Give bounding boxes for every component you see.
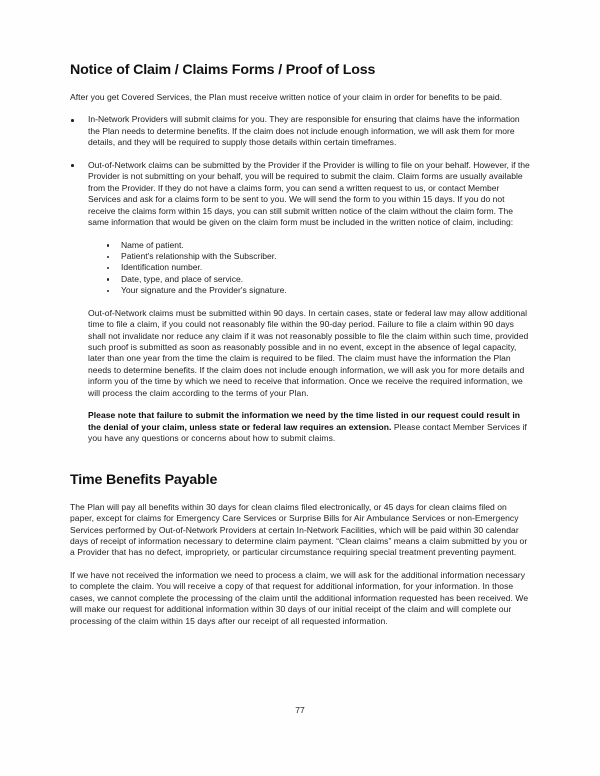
list-item: Identification number. [106, 262, 531, 273]
list-item: Your signature and the Provider's signature. [106, 285, 531, 296]
page-content [70, 62, 531, 638]
denial-notice-trailing-text: Please contact Member Services if you have any questions or concerns about how to submit claims. [88, 421, 527, 444]
page-title: Notice of Claim / Claims Forms / Proof of Loss [70, 62, 376, 78]
claim-form-info-sublist [106, 240, 531, 297]
out-of-network-deadline-block [88, 308, 531, 445]
list-item: Patient's relationship with the Subscriber. [106, 251, 531, 262]
claim-form-info-sublist-wrapper [106, 240, 531, 297]
list-item: Name of patient. [106, 240, 531, 251]
denial-notice-paragraph [88, 410, 531, 444]
time-benefits-payable-heading: Time Benefits Payable [70, 471, 218, 488]
list-item: Date, type, and place of service. [106, 274, 531, 285]
page-number: 77 [295, 705, 305, 715]
list-item: In-Network Providers will submit claims for you. They are responsible for ensuring that claims have the information the Plan needs to determine benefits. If the claim does not include enough information, we will ask them for more details, and they will be required to supply those details within certain timeframes. [70, 114, 531, 148]
time-benefits-paragraph-1: The Plan will pay all benefits within 30 days for clean claims filed electronically, or 45 days for clean claims filed on paper, except for claims for Emergency Care Services or Surprise Bills for Air Ambulance Services or non-Emergency Services performed by Out-of-Network Providers at certain In-Network Facilities, which will be paid within 30 calendar days of receipt of information necessary to determine claim payment. “Clean claims” means a claim submitted by you or a Provider that has no defect, impropriety, or particular circumstance requiring special treatment preventing payment. [70, 501, 528, 558]
time-benefits-paragraph-2: If we have not received the information we need to process a claim, we will ask for the additional information necessary to complete the claim. You will receive a copy of that request for additional information, for your information. In those cases, we cannot complete the processing of the claim until the additional information requested has been received. We will make our request for additional information within 30 days of our initial receipt of the claim and will complete our processing of the claim within 15 days after our receipt of all requested information. [70, 569, 529, 626]
list-item: Out-of-Network claims can be submitted by the Provider if the Provider is willing to file on your behalf. However, if the Provider is not submitting on your behalf, you will be required to submit the claim. Claim forms are usually available from the Provider. If they do not have a claims form, you can send a written request to us, or contact Member Services and ask for a claims form to be sent to you. We will send the form to you within 15 days. If you do not receive the claims form within 15 days, you can still submit written notice of the claim without the claim form. The same information that would be given on the claim form must be included in the written notice of claim, including: [70, 160, 531, 229]
claims-bullet-list [70, 114, 531, 228]
denial-notice-bold-text: Please note that failure to submit the information we need by the time listed in our request could result in the denial of your claim, unless state or federal law requires an extension. [88, 410, 521, 432]
intro-paragraph: After you get Covered Services, the Plan must receive written notice of your claim in order for benefits to be paid. [70, 92, 503, 103]
out-of-network-deadline-paragraph: Out-of-Network claims must be submitted within 90 days. In certain cases, state or federal law may allow additional time to file a claim, if you could not reasonably file within the 90-day period. Failure to file a claim within 90 days shall not invalidate nor reduce any claim if it was not reasonably possible to file the claim within such time, provided such proof is submitted as soon as reasonably possible and in no event, except in the absence of legal capacity, later than one year from the time the claim is required to be filed. The claim must have the information the Plan needs to determine benefits. If the claim does not include enough information, we will ask you for more details and inform you of the time by which we need to receive that information. Once we receive the required information, we will process the claim according to the terms of your Plan. [88, 307, 529, 398]
